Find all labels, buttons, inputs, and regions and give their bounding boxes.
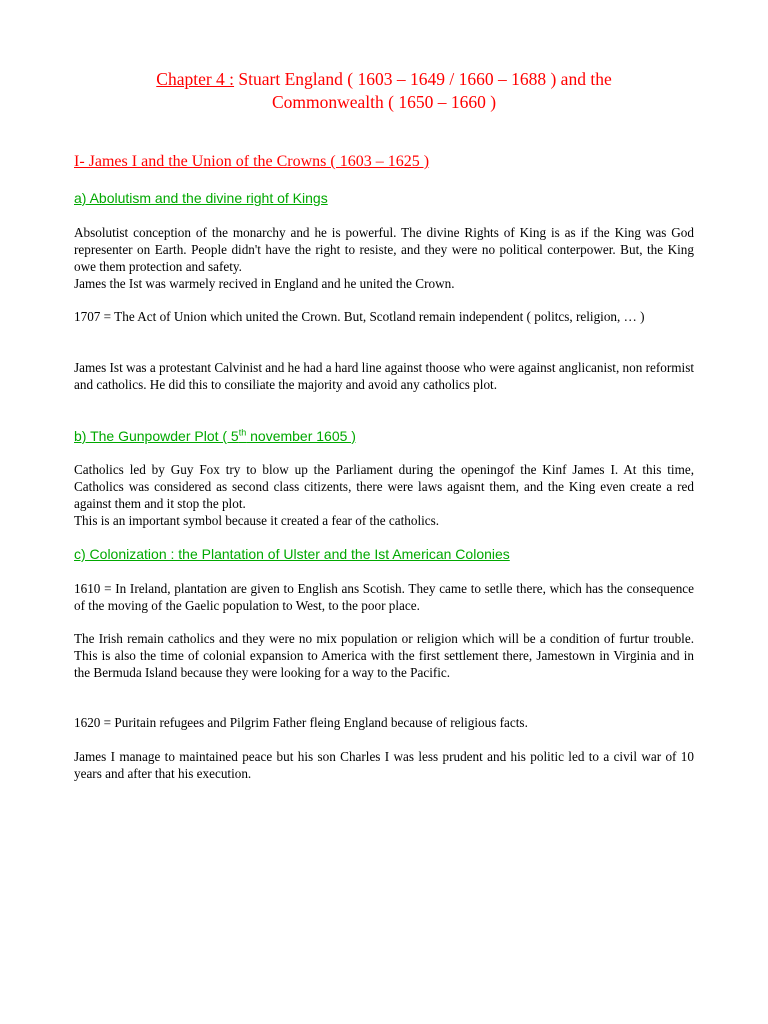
chapter-title-line1: Stuart England ( 1603 – 1649 / 1660 – 1688 ) and the <box>234 69 612 89</box>
paragraph-absolutism-james: James the Ist was warmely recived in England and he united the Crown. <box>74 276 455 291</box>
paragraph-charles-i <box>74 748 694 782</box>
paragraph-puritans <box>74 714 694 731</box>
chapter-label: Chapter 4 : <box>156 69 235 89</box>
section-heading-james-i: I- James I and the Union of the Crowns ( 1603 – 1625 ) <box>74 153 430 170</box>
paragraph-absolutism-text: Absolutist conception of the monarchy and he is powerful. The divine Rights of King is as if the King was God representer on Earth. People didn't have the right to resiste, and they were no political conterpower. But, the King owe them protection and safety. <box>74 225 694 274</box>
paragraph-gunpowder-symbol: This is an important symbol because it created a fear of the catholics. <box>74 513 440 528</box>
paragraph-ireland <box>74 580 694 614</box>
gunpowder-heading-pre: b) The Gunpowder Plot ( 5 <box>74 428 239 444</box>
paragraph-charles-i-text: James I manage to maintained peace but his son Charles I was less prudent and his politic led to a civil war of 10 years and after that his execution. <box>74 749 694 781</box>
paragraph-act-of-union-text: 1707 = The Act of Union which united the Crown. But, Scotland remain independent ( politcs, religion, … ) <box>74 309 645 324</box>
subheading-absolutism: a) Abolutism and the divine right of Kings <box>74 190 328 206</box>
paragraph-puritans-text: 1620 = Puritain refugees and Pilgrim Father fleing England because of religious facts. <box>74 715 528 730</box>
paragraph-irish-catholics <box>74 630 694 681</box>
chapter-title <box>74 68 694 114</box>
paragraph-absolutism <box>74 224 694 292</box>
paragraph-calvinist <box>74 359 694 393</box>
paragraph-gunpowder-text: Catholics led by Guy Fox try to blow up the Parliament during the openingof the Kinf James I. At this time, Catholics was considered as second class citizents, there were laws agaisnt them, and the King even create a red against them and it stop the plot. <box>74 462 694 511</box>
paragraph-act-of-union <box>74 308 694 325</box>
gunpowder-heading-post: november 1605 ) <box>246 428 356 444</box>
chapter-title-line2: Commonwealth ( 1650 – 1660 ) <box>271 92 497 112</box>
paragraph-ireland-text: 1610 = In Ireland, plantation are given to English ans Scotish. They came to setlle there, which has the consequence of the moving of the Gaelic population to West, to the poor place. <box>74 581 694 613</box>
paragraph-calvinist-text: James Ist was a protestant Calvinist and he had a hard line against thoose who were against anglicanist, non reformist and catholics. He did this to consiliate the majority and avoid any catholics plot. <box>74 360 694 392</box>
subheading-gunpowder-plot <box>74 427 356 445</box>
paragraph-gunpowder <box>74 461 694 529</box>
subheading-colonization: c) Colonization : the Plantation of Ulster and the Ist American Colonies <box>74 546 510 562</box>
paragraph-irish-catholics-text: The Irish remain catholics and they were no mix population or religion which will be a condition of furtur trouble. This is also the time of colonial expansion to America with the first settlement there, Jamestown in Virginia and in the Bermuda Island because they were looking for a way to the Pacific. <box>74 631 694 680</box>
gunpowder-heading-sup: th <box>238 427 247 438</box>
